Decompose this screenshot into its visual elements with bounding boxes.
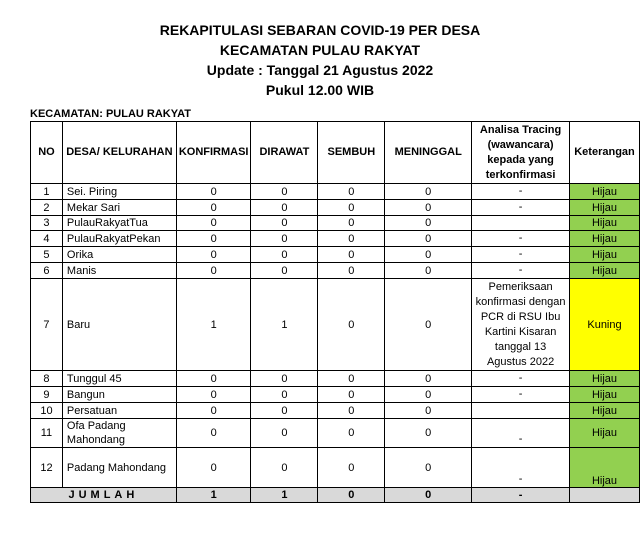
cell-dirawat: 1: [251, 279, 318, 371]
cell-analisa: -: [472, 371, 570, 387]
cell-no: 7: [31, 279, 63, 371]
cell-no: 2: [31, 200, 63, 216]
cell-dirawat: 0: [251, 403, 318, 419]
table-row: [31, 419, 640, 448]
cell-sembuh: 0: [318, 419, 385, 448]
table-row: [31, 200, 640, 216]
col-header-dirawat: DIRAWAT: [251, 122, 318, 184]
cell-desa: Orika: [62, 247, 176, 263]
cell-konfirmasi: 0: [176, 371, 251, 387]
cell-no: 10: [31, 403, 63, 419]
cell-analisa: -: [472, 419, 570, 448]
cell-analisa: [472, 403, 570, 419]
cell-keterangan: Hijau: [570, 387, 640, 403]
col-header-desa: DESA/ KELURAHAN: [62, 122, 176, 184]
covid-table: [30, 121, 640, 503]
cell-meninggal: 0: [385, 387, 472, 403]
cell-no: 11: [31, 419, 63, 448]
cell-dirawat: 0: [251, 419, 318, 448]
cell-desa: Mekar Sari: [62, 200, 176, 216]
cell-keterangan: Hijau: [570, 231, 640, 247]
cell-keterangan: Hijau: [570, 200, 640, 216]
cell-keterangan: Hijau: [570, 216, 640, 231]
cell-sembuh: 0: [318, 263, 385, 279]
table-row: [31, 403, 640, 419]
table-row: [31, 387, 640, 403]
table-row: [31, 247, 640, 263]
col-header-meninggal: MENINGGAL: [385, 122, 472, 184]
cell-meninggal: 0: [385, 200, 472, 216]
cell-keterangan: Hijau: [570, 448, 640, 488]
title-line-1: REKAPITULASI SEBARAN COVID-19 PER DESA: [159, 22, 481, 38]
cell-analisa: -: [472, 231, 570, 247]
cell-meninggal: 0: [385, 448, 472, 488]
col-header-sembuh: SEMBUH: [318, 122, 385, 184]
cell-desa: Manis: [62, 263, 176, 279]
cell-no: 8: [31, 371, 63, 387]
cell-dirawat: 0: [251, 231, 318, 247]
cell-konfirmasi: 0: [176, 263, 251, 279]
cell-konfirmasi: 0: [176, 419, 251, 448]
cell-konfirmasi: 0: [176, 216, 251, 231]
cell-desa: Baru: [62, 279, 176, 371]
cell-analisa: -: [472, 263, 570, 279]
cell-analisa: -: [472, 184, 570, 200]
total-row: [31, 488, 640, 503]
cell-keterangan: Kuning: [570, 279, 640, 371]
cell-keterangan: Hijau: [570, 403, 640, 419]
table-row: [31, 184, 640, 200]
total-sembuh: 0: [318, 488, 385, 503]
title-line-4: Pukul 12.00 WIB: [265, 82, 375, 98]
cell-desa: Tunggul 45: [62, 371, 176, 387]
cell-meninggal: 0: [385, 279, 472, 371]
total-analisa: -: [472, 488, 570, 503]
cell-analisa: -: [472, 247, 570, 263]
cell-analisa: Pemeriksaan konfirmasi dengan PCR di RSU Ibu Kartini Kisaran tanggal 13 Agustus 2022: [472, 279, 570, 371]
cell-dirawat: 0: [251, 247, 318, 263]
cell-meninggal: 0: [385, 216, 472, 231]
total-dirawat: 1: [251, 488, 318, 503]
cell-analisa: -: [472, 448, 570, 488]
cell-keterangan: Hijau: [570, 371, 640, 387]
total-label: JUMLAH: [31, 488, 177, 503]
cell-konfirmasi: 0: [176, 387, 251, 403]
cell-keterangan: Hijau: [570, 263, 640, 279]
cell-no: 4: [31, 231, 63, 247]
cell-sembuh: 0: [318, 387, 385, 403]
cell-desa: Bangun: [62, 387, 176, 403]
cell-konfirmasi: 0: [176, 184, 251, 200]
cell-no: 6: [31, 263, 63, 279]
table-row: [31, 279, 640, 371]
col-header-analisa: Analisa Tracing (wawancara) kepada yang terkonfirmasi: [472, 122, 570, 184]
cell-konfirmasi: 0: [176, 247, 251, 263]
cell-meninggal: 0: [385, 403, 472, 419]
cell-analisa: -: [472, 200, 570, 216]
table-row: [31, 231, 640, 247]
cell-sembuh: 0: [318, 371, 385, 387]
table-row: [31, 216, 640, 231]
title-line-2: KECAMATAN PULAU RAKYAT: [219, 42, 421, 58]
cell-desa: PulauRakyatPekan: [62, 231, 176, 247]
total-keterangan: [570, 488, 640, 503]
total-meninggal: 0: [385, 488, 472, 503]
cell-dirawat: 0: [251, 387, 318, 403]
cell-meninggal: 0: [385, 371, 472, 387]
cell-sembuh: 0: [318, 247, 385, 263]
cell-konfirmasi: 0: [176, 200, 251, 216]
cell-sembuh: 0: [318, 216, 385, 231]
cell-analisa: -: [472, 387, 570, 403]
cell-keterangan: Hijau: [570, 184, 640, 200]
cell-dirawat: 0: [251, 448, 318, 488]
title-line-3: Update : Tanggal 21 Agustus 2022: [206, 62, 434, 78]
cell-desa: Padang Mahondang: [62, 448, 176, 488]
total-konfirmasi: 1: [176, 488, 251, 503]
cell-dirawat: 0: [251, 200, 318, 216]
cell-sembuh: 0: [318, 403, 385, 419]
table-row: [31, 263, 640, 279]
table-row: [31, 371, 640, 387]
table-header-row: [31, 122, 640, 184]
cell-sembuh: 0: [318, 448, 385, 488]
cell-meninggal: 0: [385, 247, 472, 263]
cell-sembuh: 0: [318, 231, 385, 247]
cell-keterangan: Hijau: [570, 419, 640, 448]
cell-dirawat: 0: [251, 216, 318, 231]
cell-konfirmasi: 0: [176, 448, 251, 488]
cell-dirawat: 0: [251, 371, 318, 387]
cell-sembuh: 0: [318, 279, 385, 371]
kecamatan-label: KECAMATAN: PULAU RAKYAT: [30, 108, 191, 120]
cell-desa: Sei. Piring: [62, 184, 176, 200]
cell-no: 1: [31, 184, 63, 200]
cell-sembuh: 0: [318, 184, 385, 200]
cell-meninggal: 0: [385, 184, 472, 200]
cell-analisa: [472, 216, 570, 231]
cell-no: 5: [31, 247, 63, 263]
cell-keterangan: Hijau: [570, 247, 640, 263]
cell-no: 3: [31, 216, 63, 231]
cell-desa: Ofa Padang Mahondang: [62, 419, 176, 448]
cell-dirawat: 0: [251, 263, 318, 279]
cell-konfirmasi: 0: [176, 231, 251, 247]
cell-konfirmasi: 1: [176, 279, 251, 371]
cell-no: 12: [31, 448, 63, 488]
cell-meninggal: 0: [385, 263, 472, 279]
cell-no: 9: [31, 387, 63, 403]
table-row: [31, 448, 640, 488]
cell-dirawat: 0: [251, 184, 318, 200]
cell-konfirmasi: 0: [176, 403, 251, 419]
col-header-no: NO: [31, 122, 63, 184]
cell-meninggal: 0: [385, 231, 472, 247]
cell-meninggal: 0: [385, 419, 472, 448]
cell-desa: Persatuan: [62, 403, 176, 419]
cell-sembuh: 0: [318, 200, 385, 216]
cell-desa: PulauRakyatTua: [62, 216, 176, 231]
col-header-keterangan: Keterangan: [570, 122, 640, 184]
col-header-konfirmasi: KONFIRMASI: [176, 122, 251, 184]
